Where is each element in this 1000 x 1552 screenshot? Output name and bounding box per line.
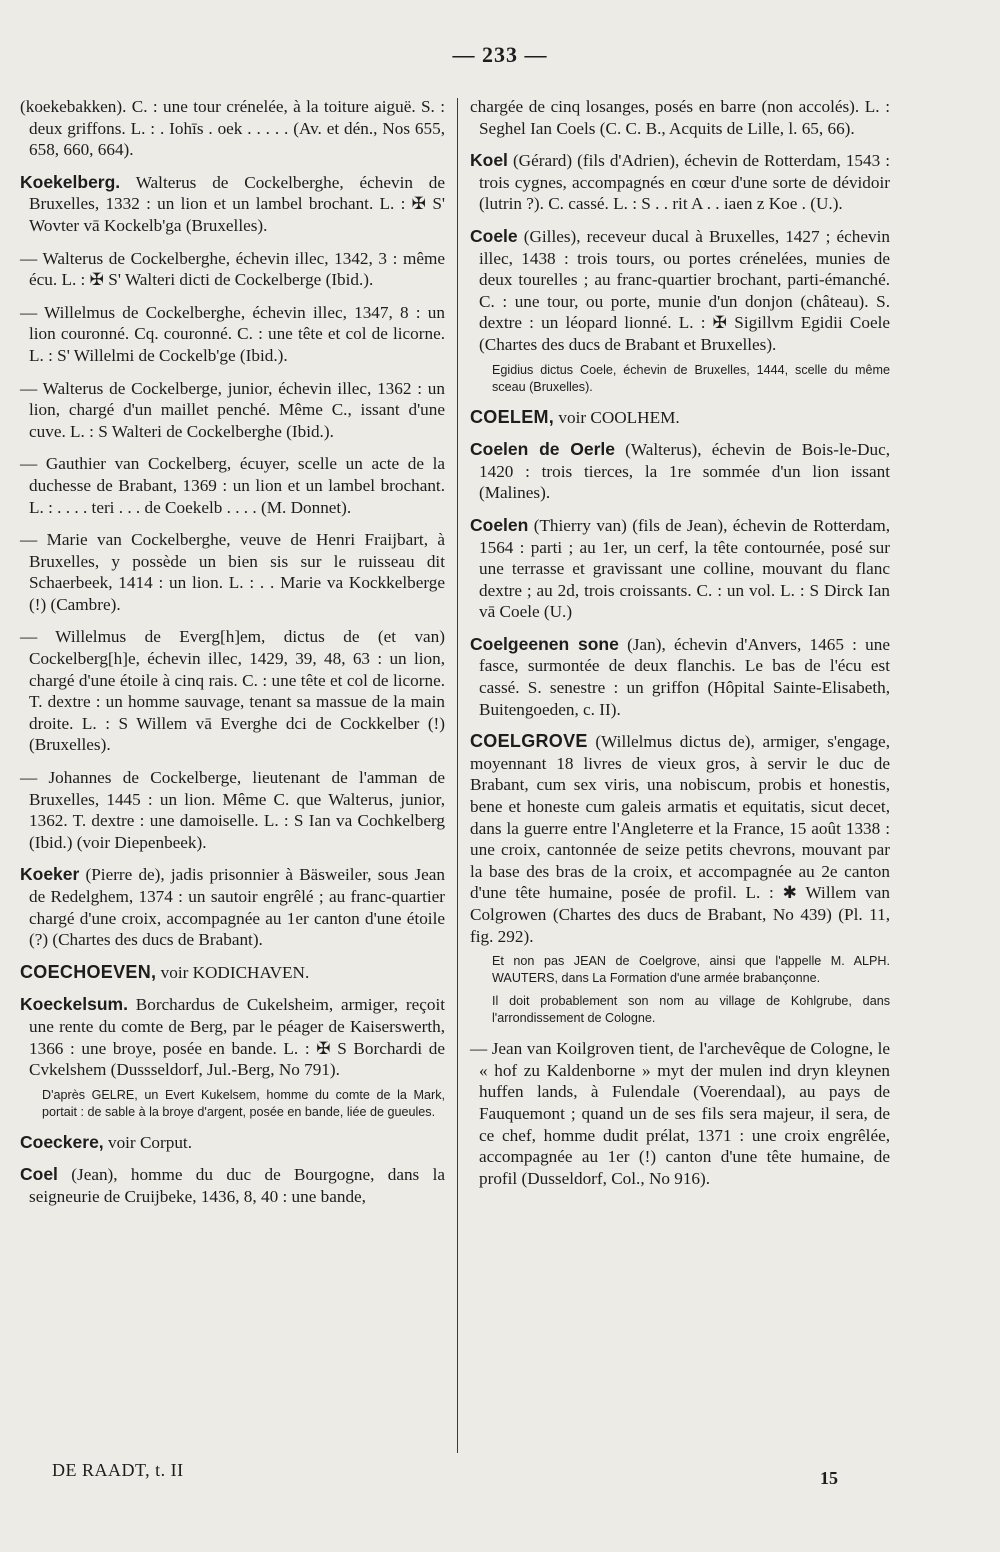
left-column [20,96,445,1219]
entry-heading: Koeker [20,864,80,885]
entry-heading: Coelen [470,514,529,535]
armorial-entry [20,1164,445,1207]
entry-text: — Jean van Koilgroven tient, de l'archevêque de Cologne, le « hof zu Kaldenborne » myt der mulen ind dryn kleynen huffen lands, à Fulendale (Voerendaal), au pays de Fauquemont ; quand un de ses fils sera majeur, il sera, de ce chef, homme dudit prélat, 1371 : une croix engrêlée, accompagnée au 1er (!) canton d'une tête humaine, de profil (Dusseldorf, Col., No 916). [470,1039,890,1188]
armorial-entry [470,515,890,623]
entry-text: (Walterus), échevin de Bois-le-Duc, 1420 : trois tierces, la 1re sommée d'un lion issant (Malines). [479,440,891,503]
entry-text: (Gérard) (fils d'Adrien), échevin de Rotterdam, 1543 : trois cygnes, accompagnés en cœur d'une sorte de dévidoir (lutrin ?). C. cassé. L. : S . . rit A . . iaen z Koe . (U.). [479,151,890,214]
page-number: — 233 — [452,42,548,67]
cross-reference-entry [20,962,445,984]
entry-text: (koekebakken). C. : une tour crénelée, à la toiture aiguë. S. : deux griffons. L. : . Iohīs . oek . . . . . (Av. et dén., Nos 655, 658, 660, 664). [20,97,445,160]
entry-text: voir Corput. [103,1132,192,1152]
column-divider [457,98,458,1453]
entry-text: — Gauthier van Cockelberg, écuyer, scelle un acte de la duchesse de Brabant, 1369 : un lion et un lambel brochant. L. : . . . . teri . . . de Coekelb . . . . (M. Donnet). [20,454,445,517]
cross-reference-entry [470,407,890,429]
armorial-entry [20,96,445,161]
entry-text: — Johannes de Cockelberge, lieutenant de l'amman de Bruxelles, 1445 : un lion. Même C. que Walterus, junior, 1362. T. dextre : une damoiselle. L. : S Ian va Cochkelberg (Ibid.) (voir Diepenbeek). [20,768,445,852]
footnote [42,1087,445,1121]
entry-heading: Coelen de Oerle [470,439,615,460]
entry-text: — Walterus de Cockelberghe, échevin illec, 1342, 3 : même écu. L. : ✠ S' Walteri dicti de Cockelberge (Ibid.). [20,248,445,290]
armorial-entry [20,864,445,950]
entry-text: voir KODICHAVEN. [156,962,310,982]
entry-text: (Pierre de), jadis prisonnier à Bäsweiler, sous Jean de Redelghem, 1374 : un sautoir engrêlé ; au franc-quartier chargé d'une croix, accompagnée au 1er canton d'une étoile (?) (Chartes des ducs de Brabant). [29,865,445,950]
entry-heading: Koel [470,150,508,171]
armorial-entry [470,96,890,139]
cross-reference-entry [470,731,890,947]
entry-text: — Marie van Cockelberghe, veuve de Henri Fraijbart, à Bruxelles, y possède un bien sis sur le ruisseau dit Schaerbeek, 1414 : un lion. L. : . . Marie va Kockkelberge (!) (Cambre). [20,530,445,614]
entry-heading: Coelgeenen sone [470,633,619,654]
entry-heading: COECHOEVEN, [20,961,157,982]
armorial-entry [20,453,445,518]
entry-text: Egidius dictus Coele, échevin de Bruxelles, 1444, scelle du même sceau (Bruxelles). [492,362,890,394]
armorial-entry [20,302,445,367]
entry-text: Borchardus de Cukelsheim, armiger, reçoit une rente du comte de Berg, par le péager de Kaiserswerth, 1366 : une broye, posée en bande. L. : ✠ S Borchardi de Cvkelshem (Dussseldorf, Jul.-Berg, No 791). [29,995,445,1080]
entry-text: — Willelmus de Cockelberghe, échevin illec, 1347, 8 : un lion couronné. Cq. couronné. C. : une tête et col de licorne. L. : S' Willelmi de Cockelb'ge (Ibid.). [20,302,445,365]
armorial-entry [20,378,445,443]
armorial-entry [470,439,890,504]
entry-text: (Jean), homme du duc de Bourgogne, dans la seigneurie de Cruijbeke, 1436, 8, 40 : une bande, [29,1165,445,1206]
armorial-entry [20,1132,445,1154]
armorial-entry [20,529,445,615]
armorial-entry [470,150,890,215]
entry-heading: Koekelberg. [20,171,121,192]
entry-text: chargée de cinq losanges, posés en barre (non accolés). L. : Seghel Ian Coels (C. C. B., Acquits de Lille, l. 65, 66). [470,97,890,138]
entry-text: (Gilles), receveur ducal à Bruxelles, 1427 ; échevin illec, 1438 : trois tours, ou portes crénelées, munies de deux tourelles ; au franc-quartier brochant, parti-émanché. C. : une tour, ou porte, munie d'un donjon (château). S. dextre : un léopard lionné. L. : ✠ Sigillvm Egidii Coele (Chartes des ducs de Brabant et Bruxelles). [479,226,890,354]
entry-text: Et non pas JEAN de Coelgrove, ainsi que l'appelle M. ALPH. WAUTERS, dans La Formation d'une armée brabançonne. [492,954,890,986]
footnote [492,362,890,396]
right-column [470,96,890,1200]
entry-text: — Willelmus de Everg[h]em, dictus de (et van) Cockelberg[h]e, échevin illec, 1429, 39, 48, 63 : un lion, chargé d'une étoile à cinq rais. C. : une tête et col de licorne. T. dextre : un homme sauvage, tenant sa massue de la main droite. L. : S Willem vā Everghe dci de Cockkelber (!) (Bruxelles). [20,627,445,755]
armorial-entry [470,1038,890,1189]
entry-heading: Coele [470,225,518,246]
armorial-entry [20,248,445,291]
armorial-entry [20,767,445,853]
entry-heading: COELEM, [470,406,555,427]
armorial-entry [470,634,890,720]
entry-heading: Coel [20,1164,58,1185]
entry-text: (Jan), échevin d'Anvers, 1465 : une fasce, surmontée de deux flanchis. Le bas de l'écu est cassé. S. senestre : un griffon (Hôpital Sainte-Elisabeth, Buitengoeden, c. II). [479,634,890,719]
footer-author-volume: DE RAADT, t. II [52,1460,184,1480]
entry-text: D'après GELRE, un Evert Kukelsem, homme du comte de la Mark, portait : de sable à la broye d'argent, posée en bande, liée de gueules. [42,1087,445,1119]
armorial-entry [20,994,445,1080]
armorial-entry [20,172,445,237]
entry-text: (Thierry van) (fils de Jean), échevin de Rotterdam, 1564 : parti ; au 1er, un cerf, la tête contournée, posé sur une terrasse et gravissant une colline, mouvant du flanc dextre ; au 2d, trois croissants. C. : un vol. L. : S Dirck Ian vā Coele (U.) [479,515,890,622]
entry-heading: COELGROVE [470,731,588,752]
armorial-entry [470,226,890,356]
entry-text: (Willelmus dictus de), armiger, s'engage, moyennant 18 livres de vieux gros, à servir le duc de Brabant, cum sex viris, una nobiscum, probis et honestis, bene et honeste cum galeis armatis et equitatis, sicut decet, dans la guerre entre l'Angleterre et la France, 15 août 1338 : une croix, cantonnée de seize petits chevrons, mouvant par la base des bras de la croix, et accompagnée au 2e canton d'une tête humaine, posée de profil. L. : ✱ Willem van Colgrowen (Chartes des ducs de Brabant, No 439) (Pl. 11, fig. 292). [470,732,890,946]
armorial-entry [20,626,445,756]
footnote [492,993,890,1027]
entry-text: voir COOLHEM. [554,407,680,427]
entry-heading: Coeckere, [20,1131,104,1152]
footer-signature-mark: 15 [820,1468,838,1488]
entry-text: Il doit probablement son nom au village de Kohlgrube, dans l'arrondissement de Cologne. [492,994,890,1026]
entry-text: Walterus de Cockelberghe, échevin de Bruxelles, 1332 : un lion et un lambel brochant. L. : ✠ S' Wovter vā Kockelb'ga (Bruxelles). [29,172,445,235]
footnote [492,953,890,987]
entry-text: — Walterus de Cockelberge, junior, échevin illec, 1362 : un lion, chargé d'un maillet penché. Même C., issant d'une cuve. L. : S Walteri de Cockelberghe (Ibid.). [20,378,445,441]
entry-heading: Koeckelsum. [20,994,128,1015]
